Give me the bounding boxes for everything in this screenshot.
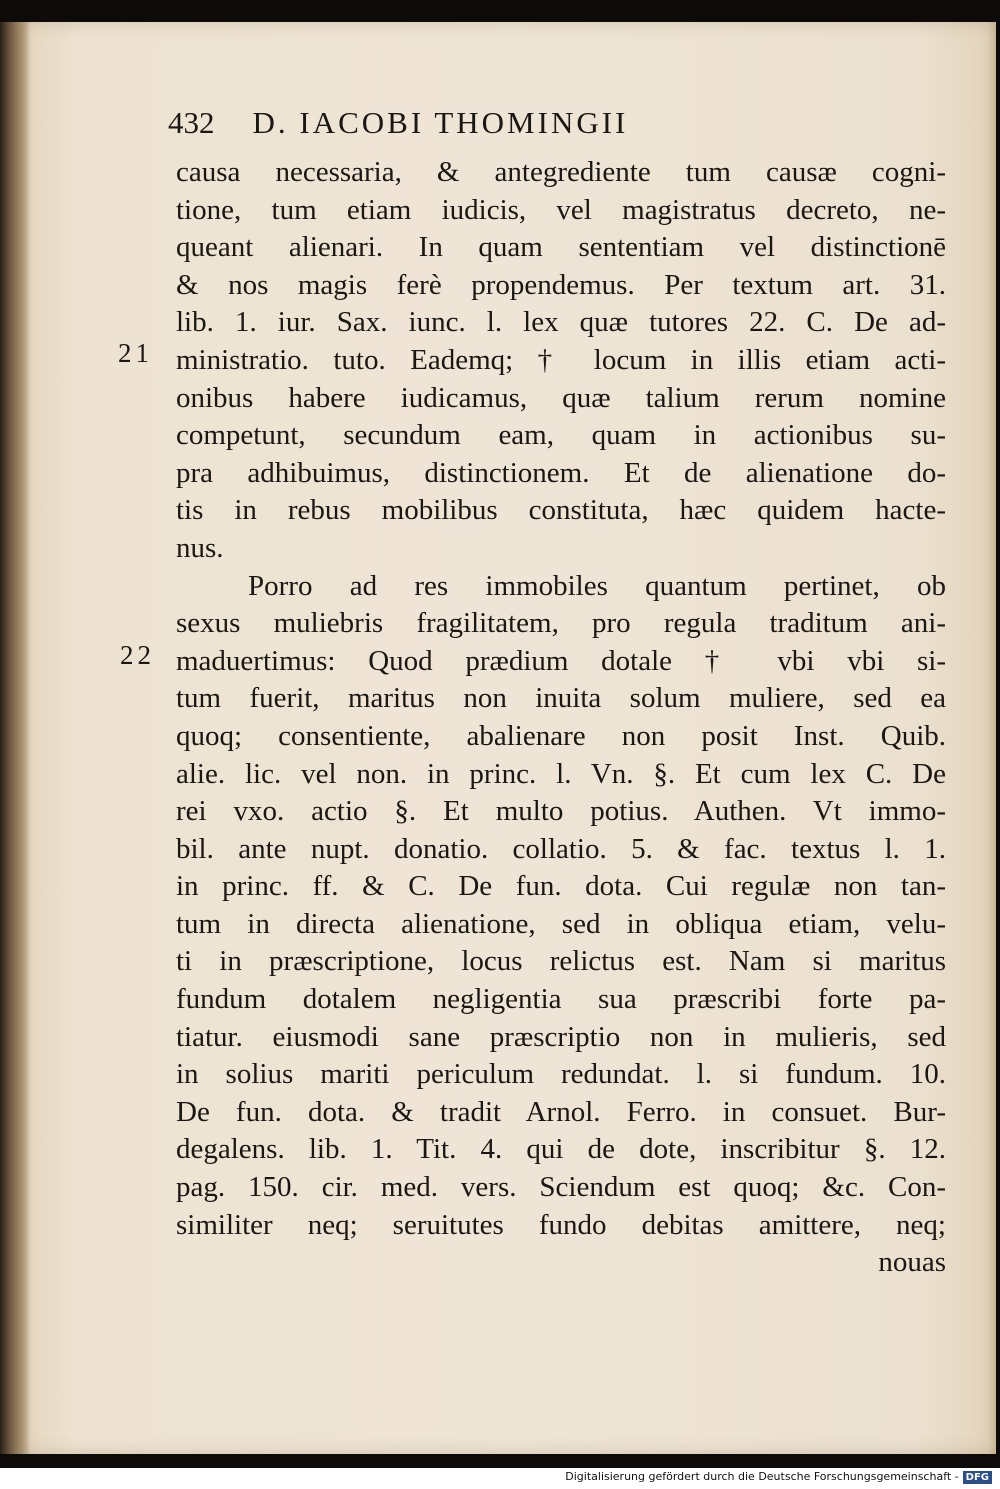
catchword: nouas bbox=[878, 1246, 946, 1279]
text-line: pra adhibuimus, distinctionem. Et de alienatione do- bbox=[176, 456, 946, 489]
text-line: sexus muliebris fragilitatem, pro regula traditum ani- bbox=[176, 607, 946, 640]
credit-text: Digitalisierung gefördert durch die Deutsche Forschungsgemeinschaft - bbox=[565, 1470, 959, 1483]
text-line: tis in rebus mobilibus constituta, hæc quidem hacte- bbox=[176, 494, 946, 527]
text-line: onibus habere iudicamus, quæ talium rerum nomine bbox=[176, 381, 946, 414]
text-line: rei vxo. actio §. Et multo potius. Authen. Vt immo- bbox=[176, 795, 946, 828]
text-line: ministratio. tuto. Eademq; † locum in illis etiam acti- bbox=[176, 343, 946, 376]
text-line: in princ. ff. & C. De fun. dota. Cui regulæ non tan- bbox=[176, 870, 946, 903]
text-line: bil. ante nupt. donatio. collatio. 5. & fac. textus l. 1. bbox=[176, 832, 946, 865]
text-line: causa necessaria, & antegrediente tum causæ cogni- bbox=[176, 156, 946, 188]
funding-credit bbox=[565, 1470, 992, 1484]
text-line: queant alienari. In quam sententiam vel distinctionē bbox=[176, 231, 946, 264]
text-line: in solius mariti periculum redundat. l. si fundum. 10. bbox=[176, 1058, 946, 1091]
text-line: & nos magis ferè propendemus. Per textum art. 31. bbox=[176, 268, 946, 301]
text-line: Porro ad res immobiles quantum pertinet, ob bbox=[248, 569, 946, 602]
text-line: ti in præscriptione, locus relictus est. Nam si maritus bbox=[176, 945, 946, 978]
text-line: maduertimus: Quod prædium dotale † vbi vbi si- bbox=[176, 644, 946, 677]
margin-note-22: 22 bbox=[120, 640, 155, 670]
text-line: De fun. dota. & tradit Arnol. Ferro. in consuet. Bur- bbox=[176, 1095, 946, 1128]
text-line: alie. lic. vel non. in princ. l. Vn. §. Et cum lex C. De bbox=[176, 757, 946, 790]
text-line: tiatur. eiusmodi sane præscriptio non in mulieris, sed bbox=[176, 1020, 946, 1053]
text-line: tione, tum etiam iudicis, vel magistratus decreto, ne- bbox=[176, 193, 946, 226]
page-number: 432 bbox=[168, 105, 215, 140]
body-text bbox=[176, 154, 946, 1282]
text-line: quoq; consentiente, abalienare non posit Inst. Quib. bbox=[176, 719, 946, 752]
text-line: nus. bbox=[176, 531, 224, 564]
binding-edge bbox=[0, 22, 30, 1454]
text-line: tum fuerit, maritus non inuita solum muliere, sed ea bbox=[176, 682, 946, 715]
text-line: lib. 1. iur. Sax. iunc. l. lex quæ tutores 22. C. De ad- bbox=[176, 306, 946, 339]
text-line: degalens. lib. 1. Tit. 4. qui de dote, inscribitur §. 12. bbox=[176, 1133, 946, 1166]
dfg-logo: DFG bbox=[963, 1471, 992, 1484]
text-line: fundum dotalem negligentia sua præscribi forte pa- bbox=[176, 983, 946, 1016]
text-line: competunt, secundum eam, quam in actionibus su- bbox=[176, 419, 946, 452]
text-line: pag. 150. cir. med. vers. Sciendum est quoq; &c. Con- bbox=[176, 1171, 946, 1204]
margin-note-21: 21 bbox=[118, 338, 153, 368]
running-head bbox=[168, 104, 628, 142]
text-line: similiter neq; seruitutes fundo debitas amittere, neq; bbox=[176, 1208, 946, 1241]
text-line: tum in directa alienatione, sed in obliqua etiam, velu- bbox=[176, 907, 946, 940]
running-title: D. IACOBI THOMINGII bbox=[252, 105, 629, 140]
